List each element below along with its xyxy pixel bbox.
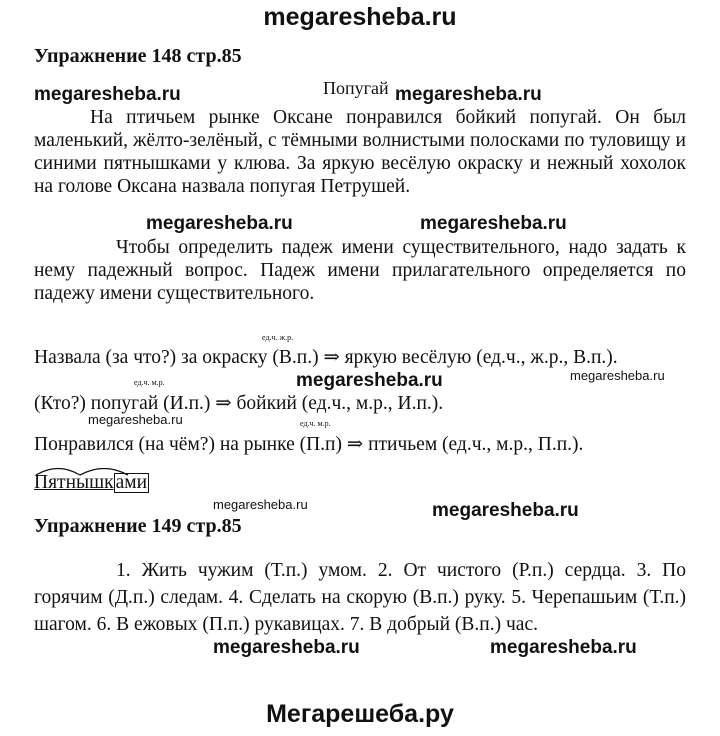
exercise-149-heading: Упражнение 149 стр.85 xyxy=(34,515,242,537)
watermark: megaresheba.ru xyxy=(213,637,360,658)
rule-text: Чтобы определить падеж имени существительного, надо задать к нему падежный вопрос. Падеж имени прилагательного определяется по падежу имени существительного. xyxy=(34,237,686,304)
story-title: Попугай xyxy=(323,78,389,98)
grammar-note: ед.ч. м.р. xyxy=(134,378,165,387)
site-header: megaresheba.ru xyxy=(263,3,457,31)
analysis-line: Назвала (за что?) за окраску (В.п.) ⇒ яркую весёлую (ед.ч., ж.р., В.п.). xyxy=(34,347,618,368)
watermark-small: megaresheba.ru xyxy=(88,412,183,427)
watermark: megaresheba.ru xyxy=(146,213,293,234)
morpheme-parse xyxy=(34,472,149,494)
story-text: На птичьем рынке Оксане понравился бойкий попугай. Он был маленький, жёлто-зелёный, с тёмными волнистыми полосками по туловищу и синими пятнышками у клюва. За яркую весёлую окраску и нежный хохолок на голове Оксана назвала попугая Петрушей. xyxy=(34,107,686,197)
word-stem: Пятнышк xyxy=(34,472,114,493)
exercise-149-text: 1. Жить чужим (Т.п.) умом. 2. От чистого (Р.п.) сердца. 3. По горячим (Д.п.) следам. 4. Сделать на скорую (В.п.) руку. 5. Черепашьим (Т.п.) шагом. 6. В ежовых (П.п.) рукавицах. 7. В добрый (В.п.) час. xyxy=(34,560,686,635)
watermark: megaresheba.ru xyxy=(432,500,579,521)
watermark: megaresheba.ru xyxy=(490,637,637,658)
watermark: megaresheba.ru xyxy=(395,84,542,105)
watermark: megaresheba.ru xyxy=(420,213,567,234)
watermark: megaresheba.ru xyxy=(34,84,181,105)
analysis-line: (Кто?) попугай (И.п.) ⇒ бойкий (ед.ч., м.р., И.п.). xyxy=(34,393,444,414)
site-footer: Мегарешеба.ру xyxy=(266,700,454,728)
word-ending: ами xyxy=(115,472,148,493)
exercise-148-heading: Упражнение 148 стр.85 xyxy=(34,45,242,67)
watermark-small: megaresheba.ru xyxy=(213,497,308,512)
grammar-note: ед.ч. м.р. xyxy=(300,419,331,428)
watermark-small: megaresheba.ru xyxy=(570,368,665,383)
watermark: megaresheba.ru xyxy=(296,370,443,391)
analysis-line: Понравился (на чём?) на рынке (П.п) ⇒ птичьем (ед.ч., м.р., П.п.). xyxy=(34,434,584,455)
grammar-note: ед.ч. ж.р. xyxy=(262,333,294,342)
